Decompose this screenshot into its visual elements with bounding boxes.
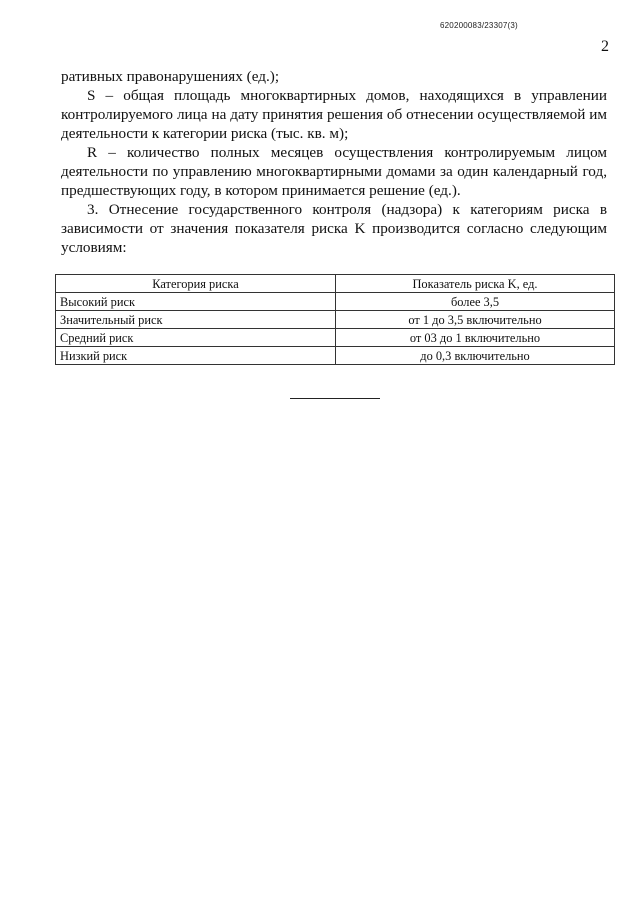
table-row — [56, 293, 615, 311]
paragraph-risk-assignment: 3. Отнесение государственного контроля (надзора) к категориям риска в зависимости от значения показателя риска K производится согласно следующим условиям: — [61, 201, 607, 256]
document-code: 620200083/23307(3) — [440, 21, 518, 30]
risk-category-cell: Средний риск — [56, 329, 336, 347]
end-separator-line — [290, 398, 380, 399]
paragraph-r-definition: R – количество полных месяцев осуществления контролируемым лицом деятельности по управлению многоквартирными домами за один календарный год, предшествующих году, в котором принимается решение (ед.). — [61, 144, 607, 199]
risk-category-table — [55, 274, 615, 365]
table-row — [56, 347, 615, 365]
risk-category-cell: Высокий риск — [56, 293, 336, 311]
risk-value-cell: более 3,5 — [336, 293, 615, 311]
table-row — [56, 329, 615, 347]
page-number: 2 — [601, 38, 609, 55]
risk-category-cell: Значительный риск — [56, 311, 336, 329]
risk-category-cell: Низкий риск — [56, 347, 336, 365]
paragraph-continuation: ративных правонарушениях (ед.); — [61, 68, 280, 85]
table-header-row — [56, 275, 615, 293]
document-body — [61, 67, 607, 257]
table-row — [56, 311, 615, 329]
paragraph-s-definition: S – общая площадь многоквартирных домов, находящихся в управлении контролируемого лица на дату принятия решения об отнесении осуществляемой им деятельности к категории риска (тыс. кв. м); — [61, 87, 607, 142]
header-risk-category: Категория риска — [56, 275, 336, 293]
risk-value-cell: от 1 до 3,5 включительно — [336, 311, 615, 329]
risk-value-cell: до 0,3 включительно — [336, 347, 615, 365]
header-risk-indicator: Показатель риска K, ед. — [336, 275, 615, 293]
risk-value-cell: от 03 до 1 включительно — [336, 329, 615, 347]
